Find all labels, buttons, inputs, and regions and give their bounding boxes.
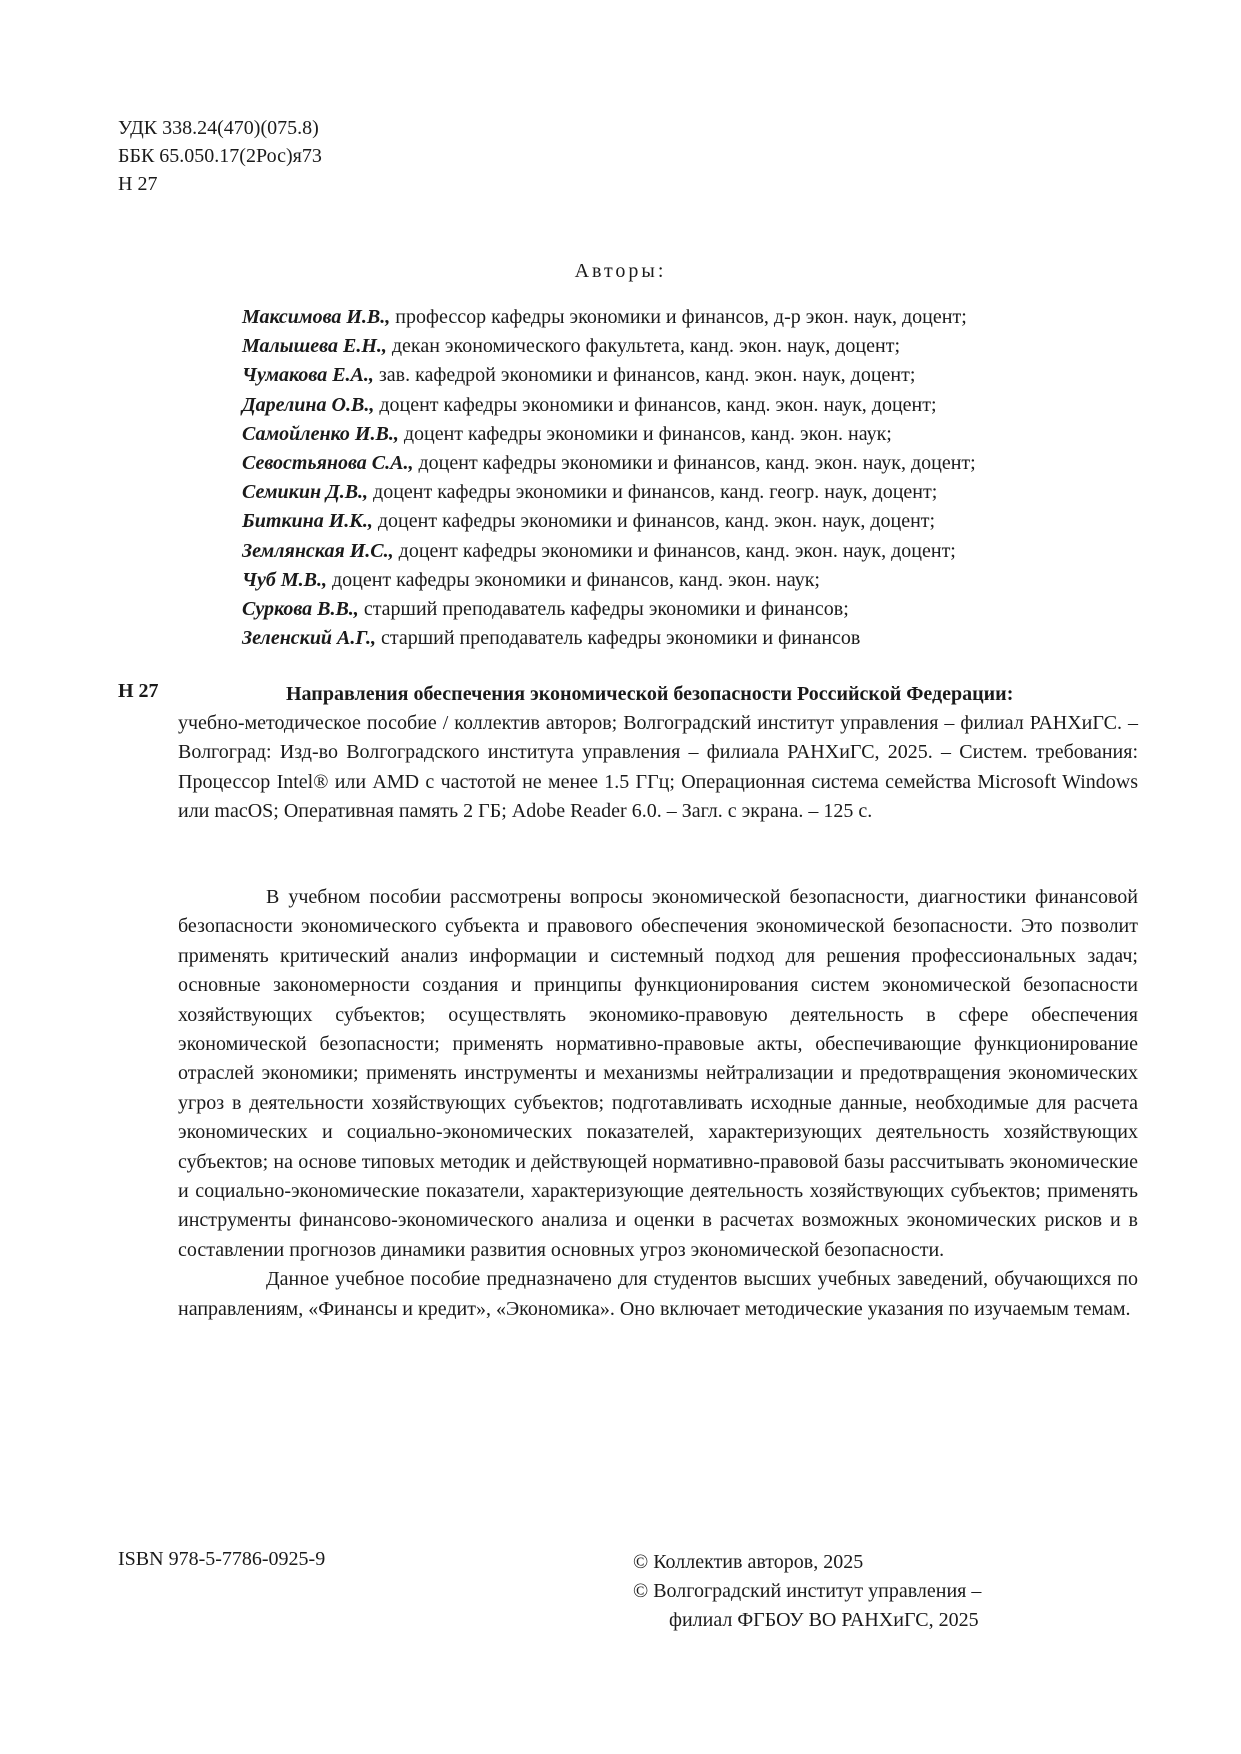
author-role: доцент кафедры экономики и финансов, канд. экон. наук; — [326, 568, 820, 591]
author-role: зав. кафедрой экономики и финансов, канд. экон. наук, доцент; — [373, 364, 916, 387]
author-entry — [242, 449, 976, 478]
author-name: Семикин Д.В., — [242, 481, 369, 504]
bibliographic-record — [178, 680, 1138, 826]
bibliographic-description: учебно-методическое пособие / коллектив авторов; Волгоградский институт управления – филиал РАНХиГС. – Волгоград: Изд-во Волгоградского института управления – филиала РАНХиГС, 2025. – Систем. требования: Процессор Intel® или AMD с частотой не менее 1.5 ГГц; Операционная система семейства Microsoft Windows или macOS; Оперативная память 2 ГБ; Adobe Reader 6.0. – Загл. с экрана. – 125 с. — [178, 712, 1138, 822]
author-name: Чуб М.В., — [242, 568, 327, 591]
author-name: Суркова В.В., — [242, 598, 359, 621]
author-role: доцент кафедры экономики и финансов, канд. экон. наук, доцент; — [393, 539, 956, 562]
book-title: Направления обеспечения экономической безопасности Российской Федерации: — [286, 683, 1014, 705]
author-entry — [242, 566, 976, 595]
udk-code: УДК 338.24(470)(075.8) — [118, 117, 319, 139]
author-entry — [242, 595, 976, 624]
author-name: Биткина И.К., — [242, 510, 373, 533]
author-name: Дарелина О.В., — [242, 393, 375, 416]
author-mark: Н 27 — [118, 173, 158, 195]
author-entry — [242, 361, 976, 390]
author-role: декан экономического факультета, канд. экон. наук, доцент; — [386, 335, 901, 358]
author-entry — [242, 507, 976, 536]
author-role: старший преподаватель кафедры экономики и финансов; — [358, 598, 849, 621]
author-role: доцент кафедры экономики и финансов, канд. экон. наук; — [398, 422, 892, 445]
author-role: профессор кафедры экономики и финансов, д-р экон. наук, доцент; — [390, 306, 967, 328]
authors-list — [242, 303, 976, 653]
author-role: старший преподаватель кафедры экономики и финансов — [375, 627, 861, 650]
author-entry — [242, 420, 976, 449]
author-name: Севостьянова С.А., — [242, 452, 414, 475]
author-role: доцент кафедры экономики и финансов, канд. экон. наук, доцент; — [372, 510, 936, 533]
isbn: ISBN 978-5-7786-0925-9 — [118, 1548, 326, 1570]
author-role: доцент кафедры экономики и финансов, канд. экон. наук, доцент; — [413, 452, 976, 475]
abstract-paragraph: Данное учебное пособие предназначено для студентов высших учебных заведений, обучающихся по направлениям, «Финансы и кредит», «Экономика». Оно включает методические указания по изучаемым темам. — [178, 1268, 1138, 1320]
bbk-code: ББК 65.050.17(2Рос)я73 — [118, 145, 322, 167]
author-entry — [242, 303, 976, 332]
author-entry — [242, 391, 976, 420]
author-name: Зеленский А.Г., — [242, 627, 376, 650]
classification-codes — [118, 114, 322, 198]
author-entry — [242, 624, 976, 653]
copyright-block — [633, 1548, 981, 1635]
author-name: Самойленко И.В., — [242, 422, 399, 445]
bibliography-code: Н 27 — [118, 680, 159, 702]
abstract-paragraph: В учебном пособии рассмотрены вопросы экономической безопасности, диагностики финансовой безопасности экономического субъекта и правового обеспечения экономической безопасности. Это позволит применять критический анализ информации и системный подход для решения профессиональных задач; основные закономерности создания и принципы функционирования систем экономической безопасности хозяйствующих субъектов; осуществлять экономико-правовую деятельность в сфере обеспечения экономической безопасности; применять нормативно-правовые акты, обеспечивающие функционирование отраслей экономики; применять инструменты и механизмы нейтрализации и предотвращения экономических угроз в деятельности хозяйствующих субъектов; подготавливать исходные данные, необходимые для расчета экономических и социально-экономических показателей, характеризующих деятельность хозяйствующих субъектов; на основе типовых методик и действующей нормативно-правовой базы рассчитывать экономические и социально-экономические показатели, характеризующие деятельность хозяйствующих субъектов; применять инструменты финансово-экономического анализа и оценки в расчетах возможных экономических рисков и в составлении прогнозов динамики развития основных угроз экономической безопасности. — [178, 886, 1138, 1261]
author-name: Максимова И.В., — [242, 306, 391, 328]
author-role: доцент кафедры экономики и финансов, канд. экон. наук, доцент; — [374, 393, 937, 416]
copyright-authors: © Коллектив авторов, 2025 — [633, 1551, 864, 1573]
author-entry — [242, 332, 976, 361]
author-name: Малышева Е.Н., — [242, 335, 387, 358]
authors-heading: Авторы: — [574, 260, 667, 282]
copyright-institute: © Волгоградский институт управления – — [633, 1580, 982, 1602]
author-entry — [242, 537, 976, 566]
abstract — [178, 883, 1138, 1324]
copyright-institute-cont: филиал ФГБОУ ВО РАНХиГС, 2025 — [669, 1609, 979, 1631]
author-name: Чумакова Е.А., — [242, 364, 374, 387]
author-role: доцент кафедры экономики и финансов, канд. геогр. наук, доцент; — [368, 481, 938, 504]
author-name: Землянская И.С., — [242, 539, 394, 562]
author-entry — [242, 478, 976, 507]
